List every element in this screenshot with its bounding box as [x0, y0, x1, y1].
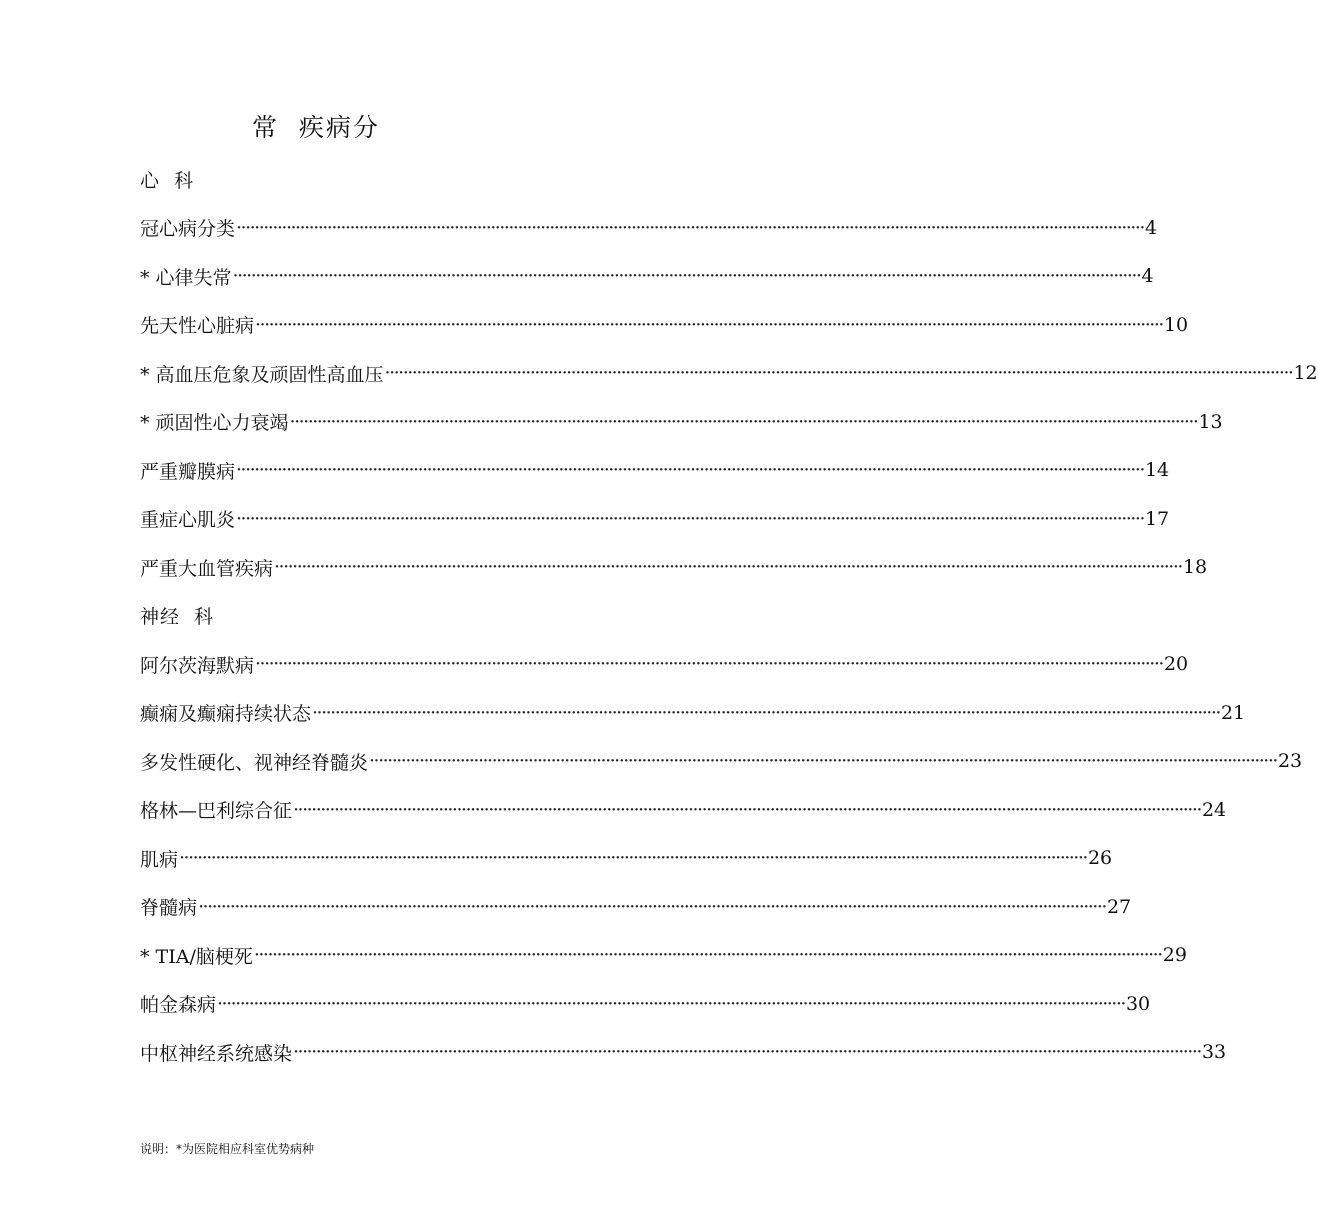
toc-entry[interactable]: [140, 301, 1189, 350]
dot-leader: ········································································································································································································: [255, 313, 1163, 336]
dot-leader: ········································································································································································································: [236, 507, 1144, 530]
toc-entry-label: * 高血压危象及顽固性高血压: [140, 363, 384, 386]
dot-leader: ········································································································································································································: [217, 992, 1125, 1015]
toc-entry-page: 13: [1198, 410, 1223, 433]
toc-entry-page: 29: [1162, 944, 1187, 967]
page-title: 常 疾病分: [252, 113, 380, 142]
toc-entry-label: 中枢神经系统感染: [140, 1042, 293, 1065]
toc-entry-label: * 顽固性心力衰竭: [140, 412, 289, 435]
toc-entry[interactable]: [140, 543, 1208, 592]
dot-leader: ········································································································································································································: [179, 847, 1087, 870]
dot-leader: ········································································································································································································: [289, 410, 1198, 433]
toc-entry[interactable]: [140, 640, 1189, 689]
toc-entry-label: 重症心肌炎: [140, 509, 236, 532]
toc-entry-label: 多发性硬化、视神经脊髓炎: [140, 751, 369, 774]
toc-entry[interactable]: [140, 737, 1303, 786]
toc-entry-page: 26: [1087, 847, 1113, 870]
toc-entry[interactable]: [140, 689, 1246, 738]
toc-entry[interactable]: [140, 980, 1151, 1029]
toc-entry-page: 24: [1201, 798, 1227, 821]
dot-leader: ········································································································································································································: [293, 798, 1201, 821]
toc-entry[interactable]: [140, 349, 1318, 398]
toc-entry-label: 先天性心脏病: [140, 315, 255, 338]
toc-entry[interactable]: [140, 398, 1223, 447]
toc-entry-page: 20: [1163, 653, 1189, 676]
toc-entry-label: 冠心病分类: [140, 218, 236, 241]
toc-entry-page: 12: [1293, 362, 1318, 385]
toc-entry-page: 14: [1144, 459, 1170, 482]
section-heading: 神经 科: [140, 606, 215, 629]
toc-entry[interactable]: [140, 204, 1158, 253]
toc-entry-page: 18: [1182, 556, 1208, 579]
toc-entry[interactable]: [140, 495, 1170, 544]
dot-leader: ········································································································································································································: [384, 362, 1293, 385]
toc-entry-page: 21: [1220, 701, 1246, 724]
toc-entry-label: 癫痫及癫痫持续状态: [140, 703, 312, 726]
toc-entry-label: * 心律失常: [140, 266, 232, 289]
toc-entry-label: 严重大血管疾病: [140, 557, 274, 580]
toc-entry-page: 4: [1144, 216, 1158, 239]
toc-entry-page: 30: [1125, 992, 1151, 1015]
section-heading: 心 科: [140, 169, 195, 192]
toc-entry[interactable]: [140, 446, 1170, 495]
dot-leader: ········································································································································································································: [293, 1041, 1201, 1064]
dot-leader: ········································································································································································································: [198, 895, 1106, 918]
toc-entry-page: 23: [1277, 750, 1303, 773]
dot-leader: ········································································································································································································: [255, 653, 1163, 676]
toc-entry[interactable]: [140, 883, 1132, 932]
toc-entry-page: 17: [1144, 507, 1170, 530]
toc-entry-label: 阿尔茨海默病: [140, 654, 255, 677]
toc-entry-page: 4: [1141, 265, 1154, 288]
footnote: 说明：*为医院相应科室优势病种: [140, 1142, 315, 1156]
toc-entry-label: 严重瓣膜病: [140, 460, 236, 483]
toc-entry-label: 脊髓病: [140, 897, 198, 920]
toc-entry[interactable]: [140, 834, 1113, 883]
table-of-contents: [140, 155, 1318, 1077]
dot-leader: ········································································································································································································: [232, 265, 1141, 288]
toc-entry[interactable]: [140, 931, 1187, 980]
dot-leader: ········································································································································································································: [312, 701, 1220, 724]
toc-entry[interactable]: [140, 786, 1227, 835]
toc-entry-label: 肌病: [140, 848, 179, 871]
toc-entry[interactable]: [140, 1028, 1227, 1077]
dot-leader: ········································································································································································································: [236, 459, 1144, 482]
toc-entry-page: 33: [1201, 1041, 1227, 1064]
toc-entry[interactable]: [140, 252, 1154, 301]
toc-entry-label: 格林—巴利综合征: [140, 800, 293, 823]
toc-entry-label: * TIA/脑梗死: [140, 945, 253, 968]
toc-entry-page: 10: [1163, 313, 1189, 336]
dot-leader: ········································································································································································································: [236, 216, 1144, 239]
toc-entry-page: 27: [1106, 895, 1132, 918]
toc-entry-label: 帕金森病: [140, 994, 217, 1017]
dot-leader: ········································································································································································································: [253, 944, 1162, 967]
dot-leader: ········································································································································································································: [274, 556, 1182, 579]
dot-leader: ········································································································································································································: [369, 750, 1277, 773]
